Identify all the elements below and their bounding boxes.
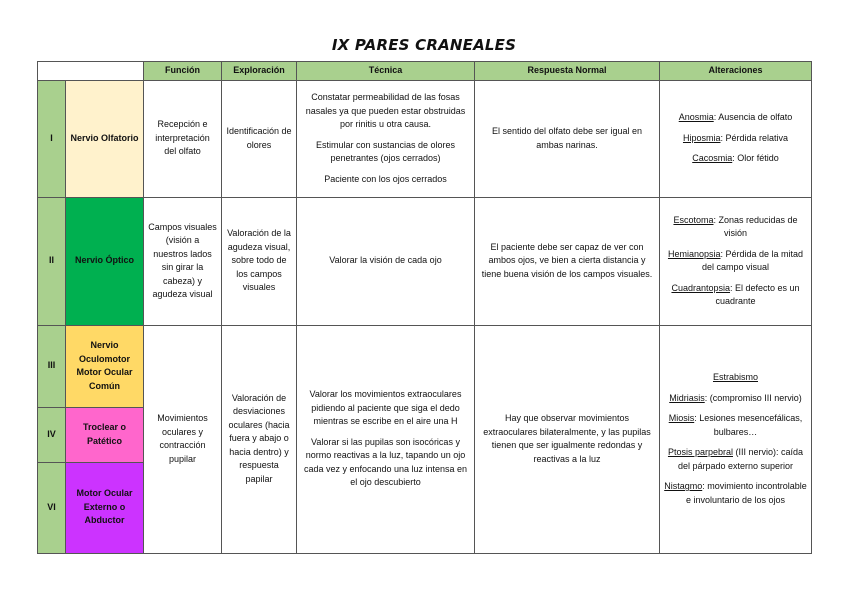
- alteracion-item: [664, 392, 807, 406]
- header-funcion: Función: [144, 62, 222, 81]
- table-header-row: [38, 62, 812, 81]
- alteracion-item: [664, 132, 807, 146]
- tecnica-text: Valorar los movimientos extraoculares pidiendo al paciente que siga el dedo mientras se escribe en el aire una H: [309, 389, 462, 427]
- respuesta-cell: El paciente debe ser capaz de ver con ambos ojos, ve bien a cierta distancia y tiene buena visión de los campos visuales.: [475, 197, 660, 325]
- alteraciones-cell: [660, 197, 812, 325]
- exploracion-cell: Valoración de desviaciones oculares (hacia fuera y abajo o hacia dentro) y respuesta papilar: [222, 325, 297, 553]
- alteracion-term: Hiposmia: [682, 132, 721, 143]
- alteracion-desc: : Lesiones mesencefálicas, bulbares…: [694, 413, 803, 437]
- cranial-nerves-table: [37, 61, 812, 554]
- tecnica-cell: [297, 80, 475, 197]
- tecnica-text: Estimular con sustancias de olores penetrantes (ojos cerrados): [315, 139, 456, 163]
- table-row-oculomotor: [38, 325, 812, 407]
- row-number: III: [38, 325, 66, 407]
- nerve-name-oculomotor: Nervio Oculomotor Motor Ocular Común: [66, 325, 144, 407]
- page-title: IX PARES CRANEALES: [331, 36, 517, 54]
- respuesta-cell: El sentido del olfato debe ser igual en ambas narinas.: [475, 80, 660, 197]
- alteracion-item: [664, 214, 807, 241]
- alteracion-term: Cacosmia: [692, 153, 733, 164]
- nerve-name-olfatorio: Nervio Olfatorio: [66, 80, 144, 197]
- respuesta-cell: Hay que observar movimientos extraoculares bilateralmente, y las pupilas tienen que ser igualmente redondas y reactivas a la luz: [475, 325, 660, 553]
- alteracion-term: Hemianopsia: [667, 248, 721, 259]
- header-respuesta: Respuesta Normal: [475, 62, 660, 81]
- table-row-olfatorio: [38, 80, 812, 197]
- header-alteraciones: Alteraciones: [660, 62, 812, 81]
- alteracion-item: [664, 152, 807, 166]
- alteraciones-cell: [660, 325, 812, 553]
- nerve-name-abductor: Motor Ocular Externo o Abductor: [66, 462, 144, 553]
- tecnica-text: Paciente con los ojos cerrados: [324, 173, 447, 184]
- alteracion-term: Ptosis parpebral: [667, 447, 733, 457]
- alteracion-desc: : Ausencia de olfato: [713, 112, 793, 123]
- alteracion-item: [664, 282, 807, 309]
- table-row-optico: [38, 197, 812, 325]
- row-number: VI: [38, 462, 66, 553]
- tecnica-cell: Valorar la visión de cada ojo: [297, 197, 475, 325]
- alteracion-item: [664, 248, 807, 275]
- nerve-name-troclear: Troclear o Patético: [66, 407, 144, 462]
- alteracion-desc: : movimiento incontrolable e involuntario de los ojos: [685, 481, 807, 505]
- funcion-cell: Recepción e interpretación del olfato: [144, 80, 222, 197]
- alteracion-desc: (III nervio): caída del párpado externo superior: [677, 447, 804, 471]
- header-blank: [38, 62, 144, 81]
- alteracion-item: [664, 480, 807, 507]
- alteracion-term: Estrabismo: [712, 372, 758, 382]
- alteracion-desc: : Pérdida de la mitad del campo visual: [701, 248, 804, 272]
- alteracion-term: Nistagmo: [664, 481, 703, 491]
- alteracion-desc: : El defecto es un cuadrante: [715, 282, 800, 306]
- alteracion-desc: : Pérdida relativa: [720, 132, 789, 143]
- row-number: IV: [38, 407, 66, 462]
- alteracion-desc: : (compromiso III nervio): [704, 392, 802, 403]
- tecnica-cell: [297, 325, 475, 553]
- alteracion-desc: : Olor fétido: [732, 153, 779, 164]
- tecnica-text: Valorar si las pupilas son isocóricas y normo reactivas a la luz, tapando un ojo cada vez y enfocando una luz intensa en el ojo descubierto: [303, 436, 468, 488]
- alteracion-item: [664, 412, 807, 439]
- exploracion-cell: Valoración de la agudeza visual, sobre todo de los campos visuales: [222, 197, 297, 325]
- funcion-cell: Campos visuales (visión a nuestros lados sin girar la cabeza) y agudeza visual: [144, 197, 222, 325]
- exploracion-cell: Identificación de olores: [222, 80, 297, 197]
- alteracion-term: Midriasis: [669, 392, 705, 403]
- alteraciones-cell: [660, 80, 812, 197]
- header-exploracion: Exploración: [222, 62, 297, 81]
- row-number: II: [38, 197, 66, 325]
- alteracion-term: Anosmia: [678, 112, 714, 123]
- alteracion-term: Escotoma: [673, 214, 714, 225]
- alteracion-item: [664, 446, 807, 473]
- funcion-cell: Movimientos oculares y contracción pupilar: [144, 325, 222, 553]
- alteracion-desc: : Zonas reducidas de visión: [713, 214, 798, 238]
- alteracion-item: [664, 371, 807, 385]
- row-number: I: [38, 80, 66, 197]
- alteracion-item: [664, 111, 807, 125]
- tecnica-text: Constatar permeabilidad de las fosas nasales ya que pueden estar obstruidas por rinitis u otra causa.: [305, 92, 466, 129]
- alteracion-term: Miosis: [668, 413, 695, 423]
- header-tecnica: Técnica: [297, 62, 475, 81]
- nerve-name-optico: Nervio Óptico: [66, 197, 144, 325]
- alteracion-term: Cuadrantopsia: [671, 282, 730, 293]
